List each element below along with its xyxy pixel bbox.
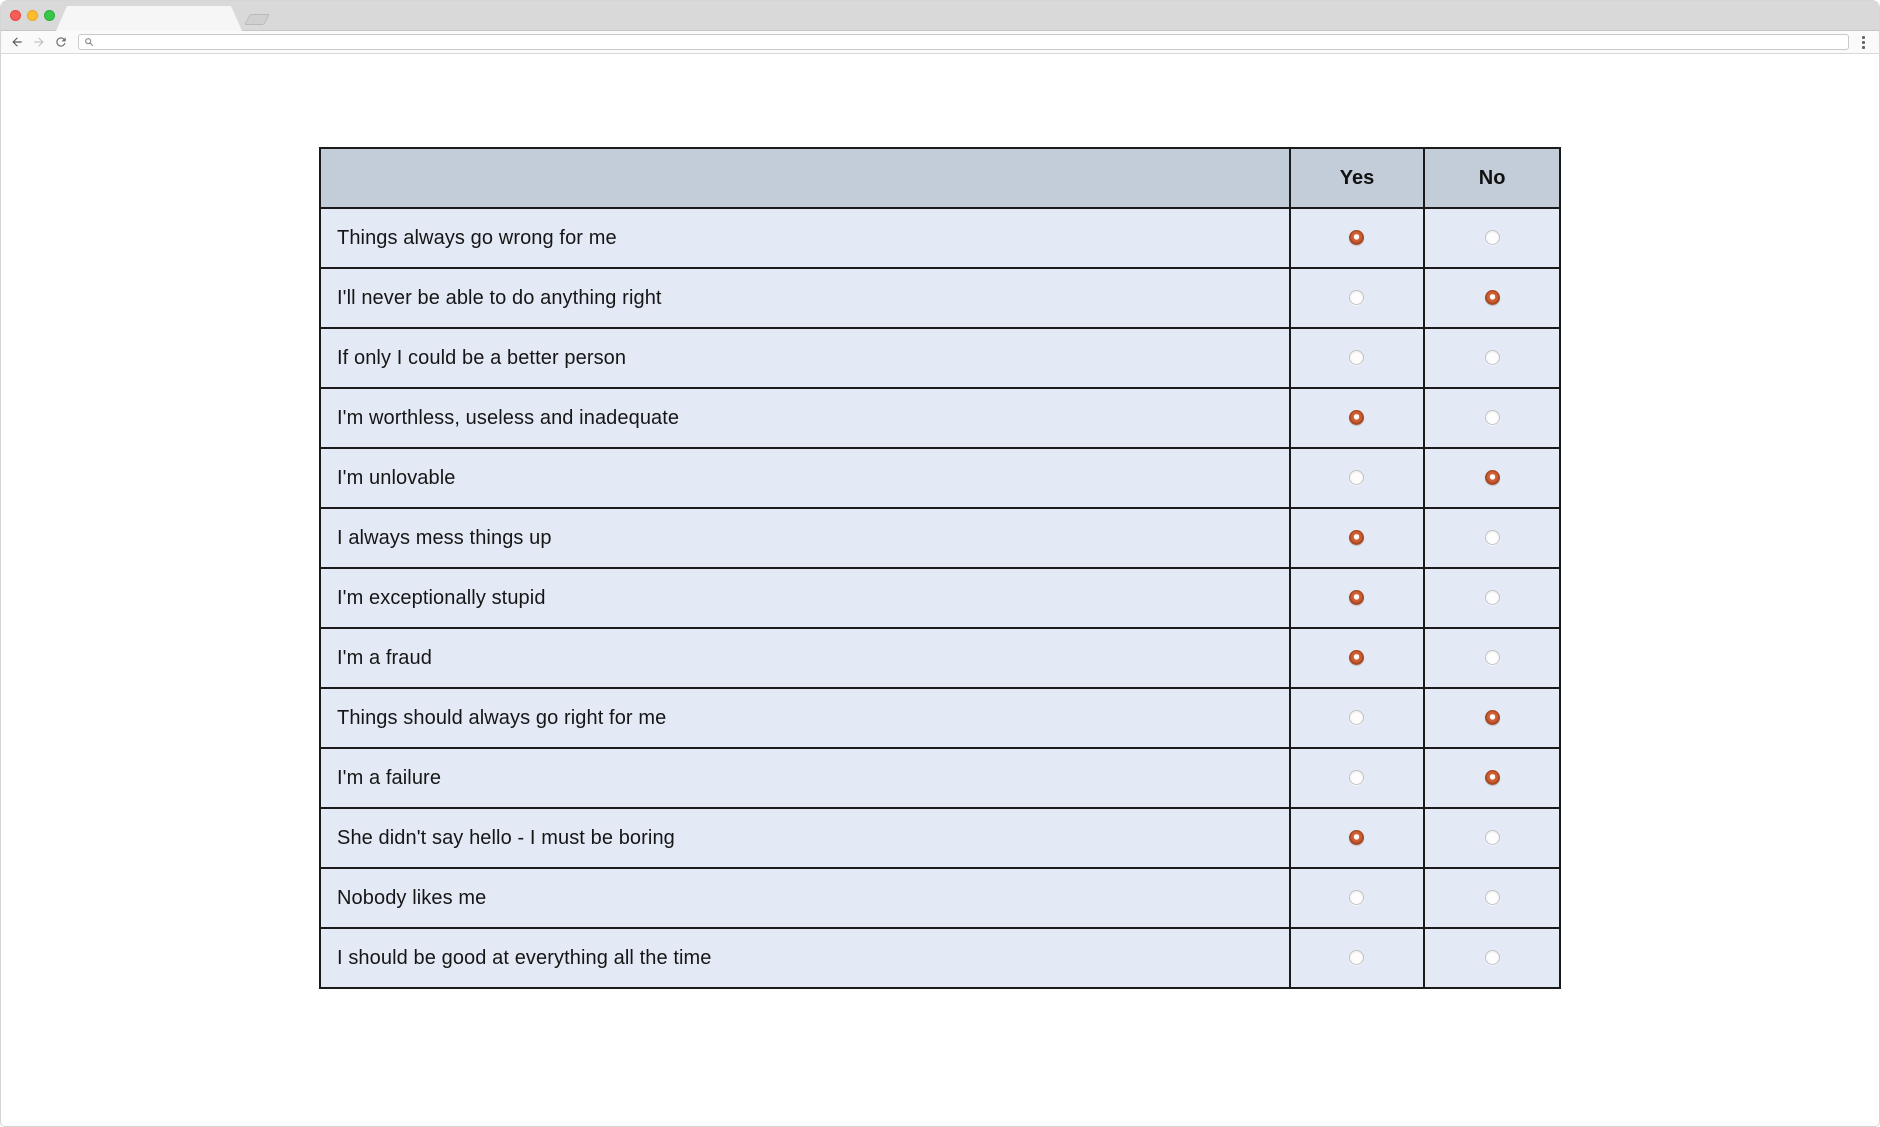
table-row xyxy=(320,748,1560,808)
question-label: I'm worthless, useless and inadequate xyxy=(320,388,1290,448)
radio-cell-yes xyxy=(1290,868,1425,928)
minimize-icon[interactable] xyxy=(27,10,38,21)
table-row xyxy=(320,868,1560,928)
search-icon xyxy=(84,37,94,47)
radio-yes[interactable] xyxy=(1349,410,1364,425)
radio-yes[interactable] xyxy=(1349,530,1364,545)
radio-cell-no xyxy=(1424,868,1560,928)
radio-no[interactable] xyxy=(1485,410,1500,425)
radio-cell-no xyxy=(1424,328,1560,388)
page-content xyxy=(1,54,1879,1126)
radio-no[interactable] xyxy=(1485,650,1500,665)
radio-no[interactable] xyxy=(1485,710,1500,725)
radio-no[interactable] xyxy=(1485,470,1500,485)
header-row xyxy=(320,148,1560,208)
zoom-icon[interactable] xyxy=(44,10,55,21)
column-header-yes: Yes xyxy=(1290,148,1425,208)
new-tab-button[interactable] xyxy=(244,14,270,25)
radio-cell-yes xyxy=(1290,568,1425,628)
radio-cell-yes xyxy=(1290,268,1425,328)
radio-cell-yes xyxy=(1290,328,1425,388)
table-row xyxy=(320,808,1560,868)
table-row xyxy=(320,448,1560,508)
radio-yes[interactable] xyxy=(1349,470,1364,485)
radio-cell-no xyxy=(1424,388,1560,448)
question-label: I'll never be able to do anything right xyxy=(320,268,1290,328)
radio-cell-no xyxy=(1424,568,1560,628)
address-bar[interactable] xyxy=(78,34,1849,50)
question-label: She didn't say hello - I must be boring xyxy=(320,808,1290,868)
radio-cell-no xyxy=(1424,508,1560,568)
radio-no[interactable] xyxy=(1485,890,1500,905)
radio-cell-yes xyxy=(1290,448,1425,508)
radio-no[interactable] xyxy=(1485,290,1500,305)
back-icon[interactable] xyxy=(10,35,24,49)
radio-no[interactable] xyxy=(1485,590,1500,605)
traffic-lights xyxy=(10,10,55,21)
radio-yes[interactable] xyxy=(1349,290,1364,305)
radio-cell-yes xyxy=(1290,808,1425,868)
question-label: I'm a failure xyxy=(320,748,1290,808)
forward-icon[interactable] xyxy=(32,35,46,49)
radio-cell-no xyxy=(1424,688,1560,748)
table-row xyxy=(320,928,1560,988)
question-column-header xyxy=(320,148,1290,208)
menu-kebab-icon[interactable] xyxy=(1857,34,1870,50)
questionnaire-table xyxy=(319,147,1561,989)
radio-no[interactable] xyxy=(1485,830,1500,845)
question-label: I'm exceptionally stupid xyxy=(320,568,1290,628)
table-row xyxy=(320,628,1560,688)
radio-yes[interactable] xyxy=(1349,770,1364,785)
radio-no[interactable] xyxy=(1485,350,1500,365)
radio-yes[interactable] xyxy=(1349,350,1364,365)
table-row xyxy=(320,568,1560,628)
radio-yes[interactable] xyxy=(1349,830,1364,845)
browser-toolbar xyxy=(1,31,1879,54)
table-row xyxy=(320,688,1560,748)
radio-cell-yes xyxy=(1290,928,1425,988)
radio-yes[interactable] xyxy=(1349,950,1364,965)
radio-yes[interactable] xyxy=(1349,650,1364,665)
radio-cell-yes xyxy=(1290,628,1425,688)
table-row xyxy=(320,508,1560,568)
table-row xyxy=(320,328,1560,388)
radio-no[interactable] xyxy=(1485,950,1500,965)
question-label: Things always go wrong for me xyxy=(320,208,1290,268)
question-label: Things should always go right for me xyxy=(320,688,1290,748)
radio-yes[interactable] xyxy=(1349,890,1364,905)
radio-yes[interactable] xyxy=(1349,230,1364,245)
question-label: If only I could be a better person xyxy=(320,328,1290,388)
question-label: I'm unlovable xyxy=(320,448,1290,508)
radio-no[interactable] xyxy=(1485,770,1500,785)
radio-cell-no xyxy=(1424,268,1560,328)
browser-tab[interactable] xyxy=(56,6,242,31)
radio-cell-no xyxy=(1424,928,1560,988)
radio-cell-no xyxy=(1424,748,1560,808)
radio-cell-no xyxy=(1424,448,1560,508)
radio-cell-no xyxy=(1424,628,1560,688)
radio-cell-yes xyxy=(1290,388,1425,448)
radio-no[interactable] xyxy=(1485,230,1500,245)
column-header-no: No xyxy=(1424,148,1560,208)
close-icon[interactable] xyxy=(10,10,21,21)
question-label: I always mess things up xyxy=(320,508,1290,568)
url-input[interactable] xyxy=(98,35,1843,49)
radio-yes[interactable] xyxy=(1349,710,1364,725)
radio-cell-no xyxy=(1424,808,1560,868)
browser-tab-strip xyxy=(1,1,1879,31)
question-label: I'm a fraud xyxy=(320,628,1290,688)
radio-cell-yes xyxy=(1290,688,1425,748)
table-row xyxy=(320,268,1560,328)
radio-cell-yes xyxy=(1290,508,1425,568)
reload-icon[interactable] xyxy=(54,35,68,49)
table-row xyxy=(320,208,1560,268)
radio-no[interactable] xyxy=(1485,530,1500,545)
radio-cell-no xyxy=(1424,208,1560,268)
table-row xyxy=(320,388,1560,448)
radio-yes[interactable] xyxy=(1349,590,1364,605)
radio-cell-yes xyxy=(1290,748,1425,808)
radio-cell-yes xyxy=(1290,208,1425,268)
question-label: I should be good at everything all the time xyxy=(320,928,1290,988)
question-label: Nobody likes me xyxy=(320,868,1290,928)
questionnaire-rows xyxy=(320,208,1560,988)
